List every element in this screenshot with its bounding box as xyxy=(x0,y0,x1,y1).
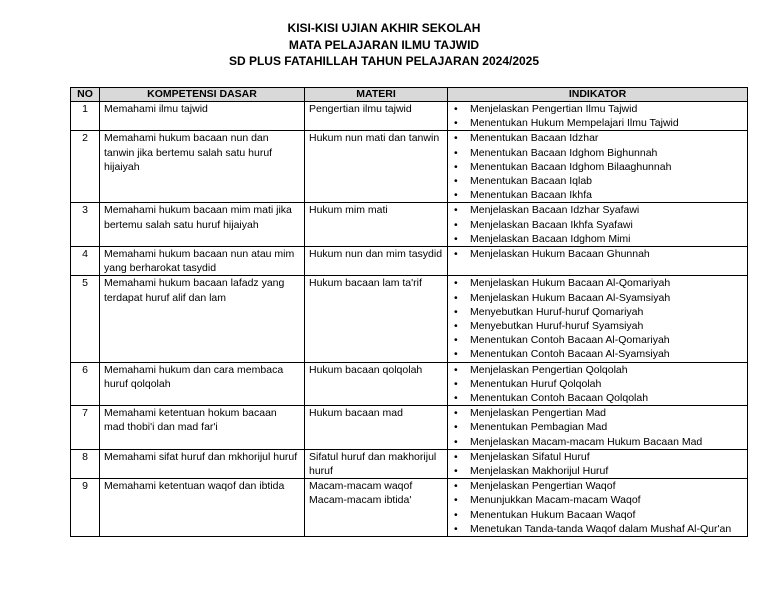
indikator-cell xyxy=(448,406,748,450)
indikator-list xyxy=(452,276,743,361)
indikator-cell xyxy=(448,247,748,276)
document-title xyxy=(0,20,768,70)
indikator-item: • Menentukan Bacaan Ikhfa xyxy=(452,188,743,202)
table-row xyxy=(71,247,748,276)
title-line-2: MATA PELAJARAN ILMU TAJWID xyxy=(288,37,480,52)
indikator-item: • Menjelaskan Pengertian Qolqolah xyxy=(452,363,743,377)
indikator-list xyxy=(452,102,743,130)
table-row xyxy=(71,203,748,247)
table-row xyxy=(71,276,748,362)
header-materi: MATERI xyxy=(305,88,448,102)
indikator-item: • Menjelaskan Hukum Bacaan Ghunnah xyxy=(452,247,743,261)
kompetensi-dasar-cell: Memahami hukum dan cara membaca huruf qolqolah xyxy=(100,362,305,406)
row-number: 9 xyxy=(71,479,100,537)
indikator-item: • Menyebutkan Huruf-huruf Syamsiyah xyxy=(452,319,743,333)
row-number: 5 xyxy=(71,276,100,362)
indikator-list xyxy=(452,450,743,478)
indikator-cell xyxy=(448,449,748,478)
indikator-item: • Menjelaskan Hukum Bacaan Al-Qomariyah xyxy=(452,276,743,290)
indikator-item: • Menentukan Bacaan Idghom Bighunnah xyxy=(452,146,743,160)
kompetensi-dasar-cell: Memahami ketentuan waqof dan ibtida xyxy=(100,479,305,537)
indikator-item: • Menjelaskan Pengertian Ilmu Tajwid xyxy=(452,102,743,116)
kompetensi-dasar-cell: Memahami hukum bacaan nun dan tanwin jika bertemu salah satu huruf hijaiyah xyxy=(100,131,305,203)
materi-cell: Hukum mim mati xyxy=(305,203,448,247)
row-number: 8 xyxy=(71,449,100,478)
indikator-item: • Menjelaskan Macam-macam Hukum Bacaan Mad xyxy=(452,435,743,449)
indikator-item: • Menjelaskan Bacaan Ikhfa Syafawi xyxy=(452,218,743,232)
table-body xyxy=(71,102,748,537)
materi-cell: Hukum bacaan mad xyxy=(305,406,448,450)
kompetensi-dasar-cell: Memahami ilmu tajwid xyxy=(100,102,305,131)
indikator-item: • Menentukan Bacaan Iqlab xyxy=(452,174,743,188)
indikator-cell xyxy=(448,276,748,362)
indikator-item: • Menentukan Hukum Bacaan Waqof xyxy=(452,508,743,522)
header-indikator: INDIKATOR xyxy=(448,88,748,102)
table-row xyxy=(71,406,748,450)
kompetensi-dasar-cell: Memahami hukum bacaan lafadz yang terdapat huruf alif dan lam xyxy=(100,276,305,362)
table-row xyxy=(71,479,748,537)
indikator-item: • Menjelaskan Bacaan Idzhar Syafawi xyxy=(452,203,743,217)
indikator-item: • Menjelaskan Bacaan Idghom Mimi xyxy=(452,232,743,246)
materi-cell: Macam-macam waqof Macam-macam ibtida' xyxy=(305,479,448,537)
row-number: 7 xyxy=(71,406,100,450)
indikator-item: • Menentukan Huruf Qolqolah xyxy=(452,377,743,391)
indikator-item: • Menyebutkan Huruf-huruf Qomariyah xyxy=(452,305,743,319)
kompetensi-dasar-cell: Memahami ketentuan hokum bacaan mad thobi'i dan mad far'i xyxy=(100,406,305,450)
materi-cell: Pengertian ilmu tajwid xyxy=(305,102,448,131)
indikator-list xyxy=(452,247,743,261)
kompetensi-dasar-cell: Memahami hukum bacaan mim mati jika bertemu salah satu huruf hijaiyah xyxy=(100,203,305,247)
header-kompetensi-dasar: KOMPETENSI DASAR xyxy=(100,88,305,102)
materi-cell: Sifatul huruf dan makhorijul huruf xyxy=(305,449,448,478)
indikator-item: • Menjelaskan Pengertian Waqof xyxy=(452,479,743,493)
materi-cell: Hukum nun dan mim tasydid xyxy=(305,247,448,276)
materi-cell: Hukum bacaan lam ta'rif xyxy=(305,276,448,362)
kompetensi-dasar-cell: Memahami sifat huruf dan mkhorijul huruf xyxy=(100,449,305,478)
table-row xyxy=(71,362,748,406)
table-row xyxy=(71,131,748,203)
row-number: 3 xyxy=(71,203,100,247)
kisi-kisi-table xyxy=(70,87,748,537)
indikator-cell xyxy=(448,479,748,537)
indikator-item: • Menjelaskan Pengertian Mad xyxy=(452,406,743,420)
materi-cell: Hukum nun mati dan tanwin xyxy=(305,131,448,203)
indikator-item: • Menentukan Hukum Mempelajari Ilmu Tajwid xyxy=(452,116,743,130)
materi-cell: Hukum bacaan qolqolah xyxy=(305,362,448,406)
indikator-item: • Menunjukkan Macam-macam Waqof xyxy=(452,493,743,507)
table-row xyxy=(71,102,748,131)
indikator-item: • Menentukan Bacaan Idghom Bilaaghunnah xyxy=(452,160,743,174)
row-number: 2 xyxy=(71,131,100,203)
indikator-cell xyxy=(448,362,748,406)
indikator-list xyxy=(452,131,743,202)
row-number: 6 xyxy=(71,362,100,406)
title-line-3: SD PLUS FATAHILLAH TAHUN PELAJARAN 2024/2025 xyxy=(228,54,540,68)
indikator-list xyxy=(452,203,743,246)
indikator-list xyxy=(452,363,743,406)
row-number: 4 xyxy=(71,247,100,276)
indikator-item: • Menentukan Contoh Bacaan Al-Syamsiyah xyxy=(452,347,743,361)
indikator-item: • Menentukan Contoh Bacaan Al-Qomariyah xyxy=(452,333,743,347)
title-line-1: KISI-KISI UJIAN AKHIR SEKOLAH xyxy=(287,21,481,35)
indikator-cell xyxy=(448,131,748,203)
indikator-item: • Menentukan Pembagian Mad xyxy=(452,420,743,434)
indikator-cell xyxy=(448,203,748,247)
row-number: 1 xyxy=(71,102,100,131)
indikator-list xyxy=(452,406,743,449)
indikator-item: • Menjelaskan Makhorijul Huruf xyxy=(452,464,743,478)
indikator-list xyxy=(452,479,743,536)
indikator-item: • Menjelaskan Hukum Bacaan Al-Syamsiyah xyxy=(452,291,743,305)
indikator-item: • Menjelaskan Sifatul Huruf xyxy=(452,450,743,464)
table-header-row xyxy=(71,88,748,102)
indikator-item: • Menetukan Tanda-tanda Waqof dalam Mushaf Al-Qur'an xyxy=(452,522,743,536)
header-no: NO xyxy=(71,88,100,102)
indikator-cell xyxy=(448,102,748,131)
indikator-item: • Menentukan Contoh Bacaan Qolqolah xyxy=(452,391,743,405)
indikator-item: • Menentukan Bacaan Idzhar xyxy=(452,131,743,145)
table-row xyxy=(71,449,748,478)
kompetensi-dasar-cell: Memahami hukum bacaan nun atau mim yang berharokat tasydid xyxy=(100,247,305,276)
